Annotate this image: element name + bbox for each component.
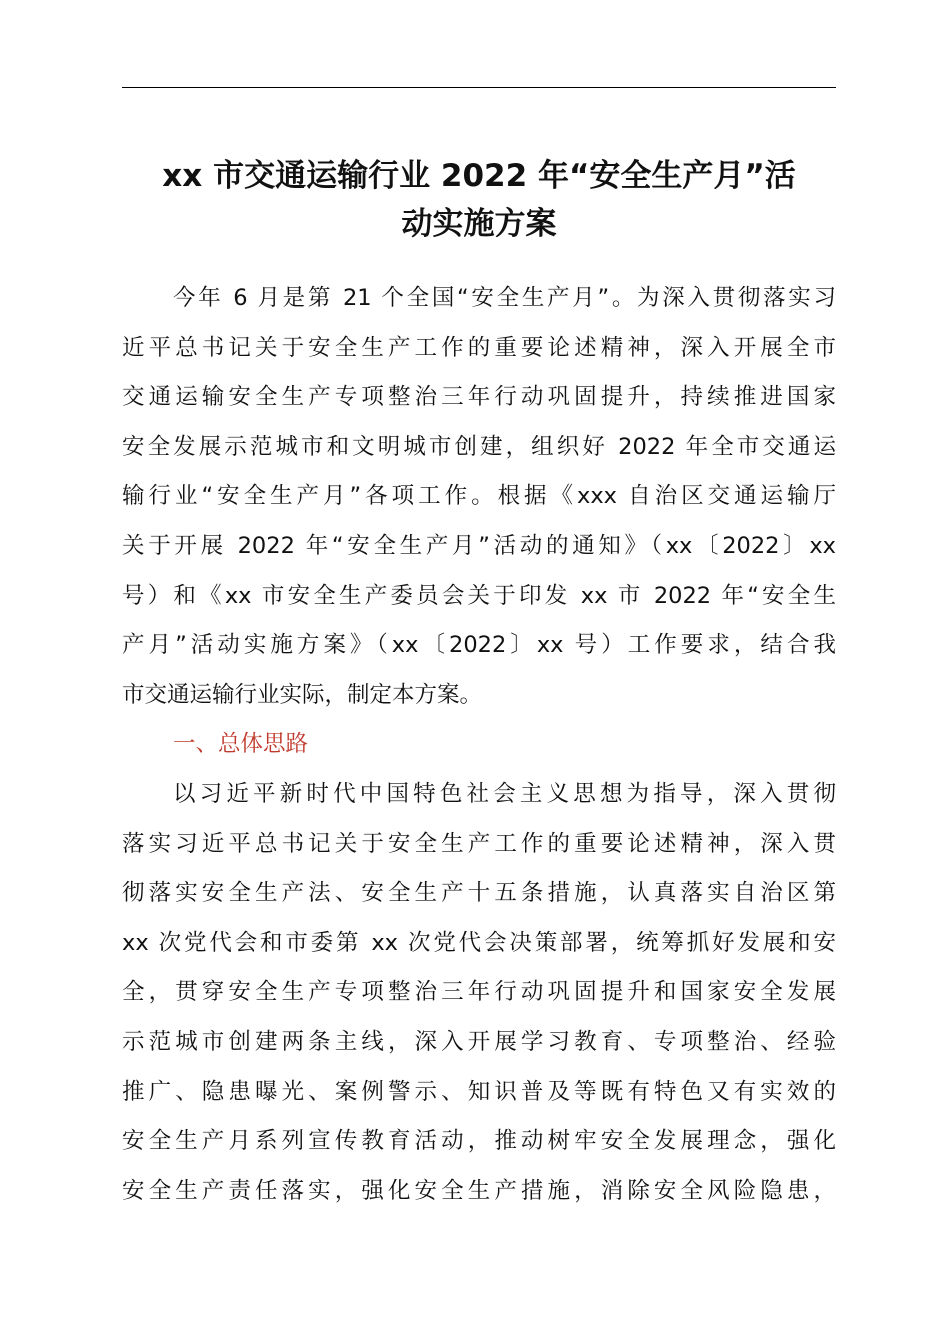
paragraph-line: 市交通运输行业实际，制定本方案。 xyxy=(122,681,483,708)
document-title xyxy=(122,152,836,248)
paragraph-line: 落实习近平总书记关于安全生产工作的重要论述精神，深入贯 xyxy=(122,830,836,857)
paragraph-line: 输行业“安全生产月”各项工作。根据《xxx 自治区交通运输厅 xyxy=(122,483,836,510)
section1-paragraph xyxy=(122,770,836,1216)
title-line-1: xx 市交通运输行业 2022 年“安全生产月”活 xyxy=(162,158,796,194)
paragraph-line: 安全生产责任落实，强化安全生产措施，消除安全风险隐患， xyxy=(122,1177,836,1204)
header-rule xyxy=(122,87,836,88)
paragraph-line: 推广、隐患曝光、案例警示、知识普及等既有特色又有实效的 xyxy=(122,1078,836,1105)
intro-paragraph xyxy=(122,274,836,720)
section-heading: 一、总体思路 xyxy=(173,731,309,758)
paragraph-line: 彻落实安全生产法、安全生产十五条措施，认真落实自治区第 xyxy=(122,880,836,907)
paragraph-line: 交通运输安全生产专项整治三年行动巩固提升，持续推进国家 xyxy=(122,384,836,411)
paragraph-line: xx 次党代会和市委第 xx 次党代会决策部署，统筹抓好发展和安 xyxy=(122,929,836,956)
paragraph-line: 产月”活动实施方案》（xx〔2022〕xx 号）工作要求，结合我 xyxy=(122,632,836,659)
title-line-2: 动实施方案 xyxy=(401,206,557,242)
paragraph-line: 安全发展示范城市和文明城市创建，组织好 2022 年全市交通运 xyxy=(122,433,836,460)
paragraph-line: 全，贯穿安全生产专项整治三年行动巩固提升和国家安全发展 xyxy=(122,979,836,1006)
paragraph-line: 安全生产月系列宣传教育活动，推动树牢安全发展理念，强化 xyxy=(122,1128,836,1155)
paragraph-line: 关于开展 2022 年“安全生产月”活动的通知》（xx〔2022〕xx xyxy=(122,532,836,559)
paragraph-line: 近平总书记关于安全生产工作的重要论述精神，深入开展全市 xyxy=(122,334,836,361)
paragraph-line: 以习近平新时代中国特色社会主义思想为指导，深入贯彻 xyxy=(173,780,836,807)
paragraph-line: 今年 6 月是第 21 个全国“安全生产月”。为深入贯彻落实习 xyxy=(173,285,836,311)
document-body xyxy=(122,274,836,1216)
paragraph-line: 示范城市创建两条主线，深入开展学习教育、专项整治、经验 xyxy=(122,1028,836,1055)
paragraph-line: 号）和《xx 市安全生产委员会关于印发 xx 市 2022 年“安全生 xyxy=(122,582,836,609)
